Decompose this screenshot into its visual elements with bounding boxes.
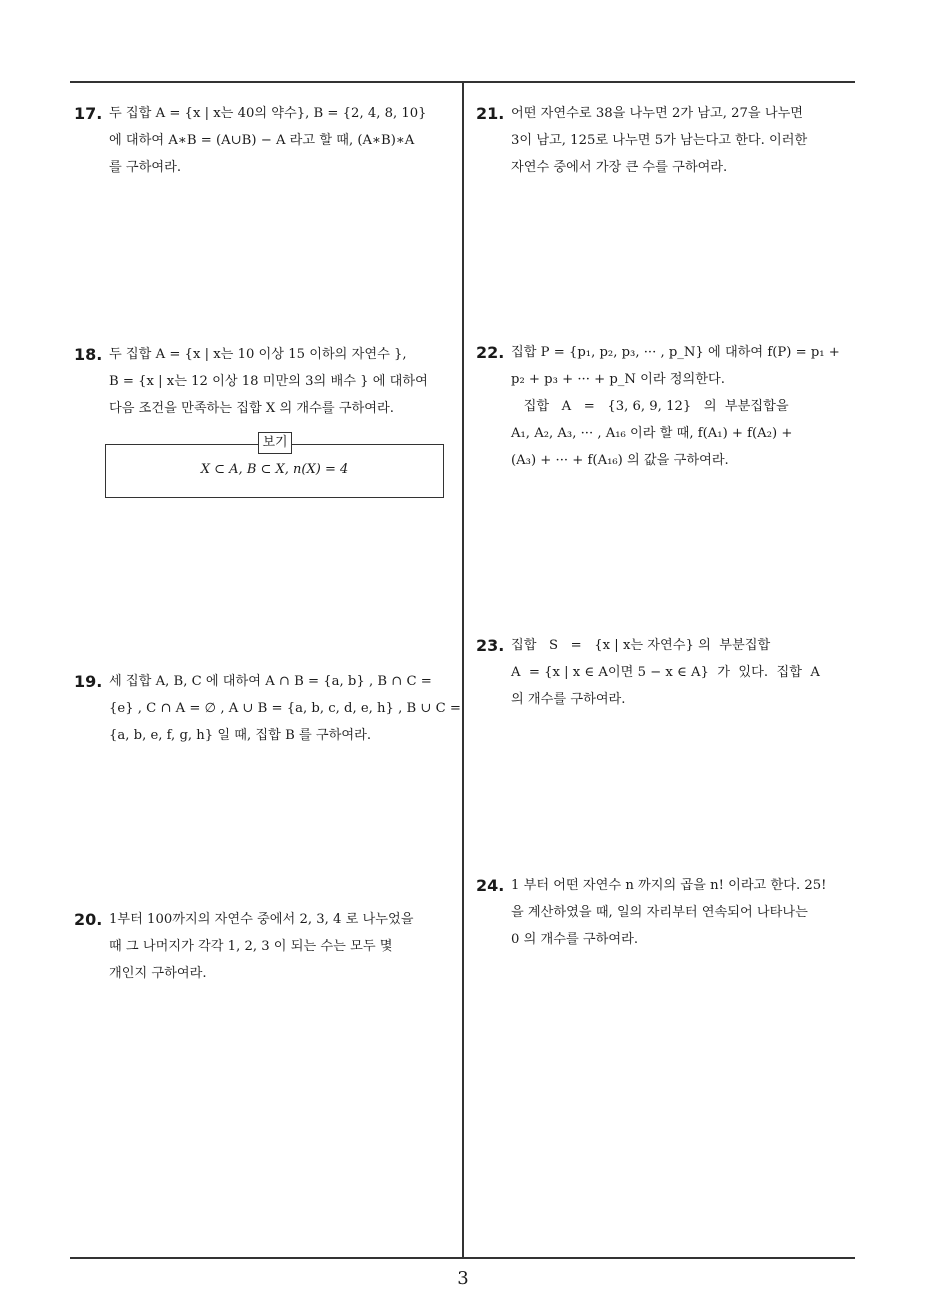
condition-box-content: X ⊂ A, B ⊂ X, n(X) = 4	[200, 462, 349, 477]
problem-text-line: 0 의 개수를 구하여라.	[511, 932, 639, 947]
problem-number: 19.	[74, 672, 103, 691]
problem-text-line: (A₃) + ··· + f(A₁₆) 의 값을 구하여라.	[511, 453, 729, 468]
problem-text-line: 다음 조건을 만족하는 집합 X 의 개수를 구하여라.	[109, 401, 394, 416]
problem-number: 17.	[74, 104, 103, 123]
bottom-rule	[70, 1257, 855, 1259]
problem-text-line: 개인지 구하여라.	[109, 966, 207, 981]
problem-number: 23.	[476, 636, 505, 655]
problem-number: 21.	[476, 104, 505, 123]
problem-text-line: 1 부터 어떤 자연수 n 까지의 곱을 n! 이라고 한다. 25!	[511, 878, 827, 893]
problem-number: 20.	[74, 910, 103, 929]
problem-text-line: 집합 A = {3, 6, 9, 12} 의 부분집합을	[511, 399, 789, 414]
problem-text-line: 3이 남고, 125로 나누면 5가 남는다고 한다. 이러한	[511, 133, 808, 148]
column-divider	[462, 82, 464, 1258]
problem-text-line: 을 계산하였을 때, 일의 자리부터 연속되어 나타나는	[511, 905, 808, 920]
page-number: 3	[457, 1268, 469, 1289]
problem-text-line: p₂ + p₃ + ··· + p_N 이라 정의한다.	[511, 372, 725, 387]
problem-text-line: 집합 S = {x | x는 자연수} 의 부분집합	[511, 638, 771, 653]
problem-text-line: 두 집합 A = {x | x는 10 이상 15 이하의 자연수 },	[109, 347, 407, 362]
problem-text-line: 때 그 나머지가 각각 1, 2, 3 이 되는 수는 모두 몇	[109, 939, 393, 954]
problem-text-line: 1부터 100까지의 자연수 중에서 2, 3, 4 로 나누었을	[109, 912, 414, 927]
condition-box-label: 보기	[258, 432, 292, 454]
problem-text-line: 자연수 중에서 가장 큰 수를 구하여라.	[511, 160, 728, 175]
problem-text-line: 에 대하여 A∗B = (A∪B) − A 라고 할 때, (A∗B)∗A	[109, 133, 415, 148]
problem-text-line: {e} , C ∩ A = ∅ , A ∪ B = {a, b, c, d, e, h} , B ∪ C =	[109, 701, 461, 716]
problem-text-line: 의 개수를 구하여라.	[511, 692, 626, 707]
problem-text-line: A = {x | x ∈ A이면 5 − x ∈ A} 가 있다. 집합 A	[511, 665, 820, 680]
condition-box	[105, 435, 444, 498]
problem-text-line: 를 구하여라.	[109, 160, 182, 175]
problem-text-line: A₁, A₂, A₃, ··· , A₁₆ 이라 할 때, f(A₁) + f(A₂) +	[511, 426, 793, 441]
problem-text-line: B = {x | x는 12 이상 18 미만의 3의 배수 } 에 대하여	[109, 374, 428, 389]
problem-text-line: 세 집합 A, B, C 에 대하여 A ∩ B = {a, b} , B ∩ C =	[109, 674, 432, 689]
problem-text-line: 어떤 자연수로 38을 나누면 2가 남고, 27을 나누면	[511, 106, 804, 121]
problem-number: 18.	[74, 345, 103, 364]
problem-text-line: 집합 P = {p₁, p₂, p₃, ··· , p_N} 에 대하여 f(P) = p₁ +	[511, 345, 840, 360]
problem-text-line: 두 집합 A = {x | x는 40의 약수}, B = {2, 4, 8, 10}	[109, 106, 427, 121]
problem-number: 24.	[476, 876, 505, 895]
problem-number: 22.	[476, 343, 505, 362]
problem-text-line: {a, b, e, f, g, h} 일 때, 집합 B 를 구하여라.	[109, 728, 372, 743]
